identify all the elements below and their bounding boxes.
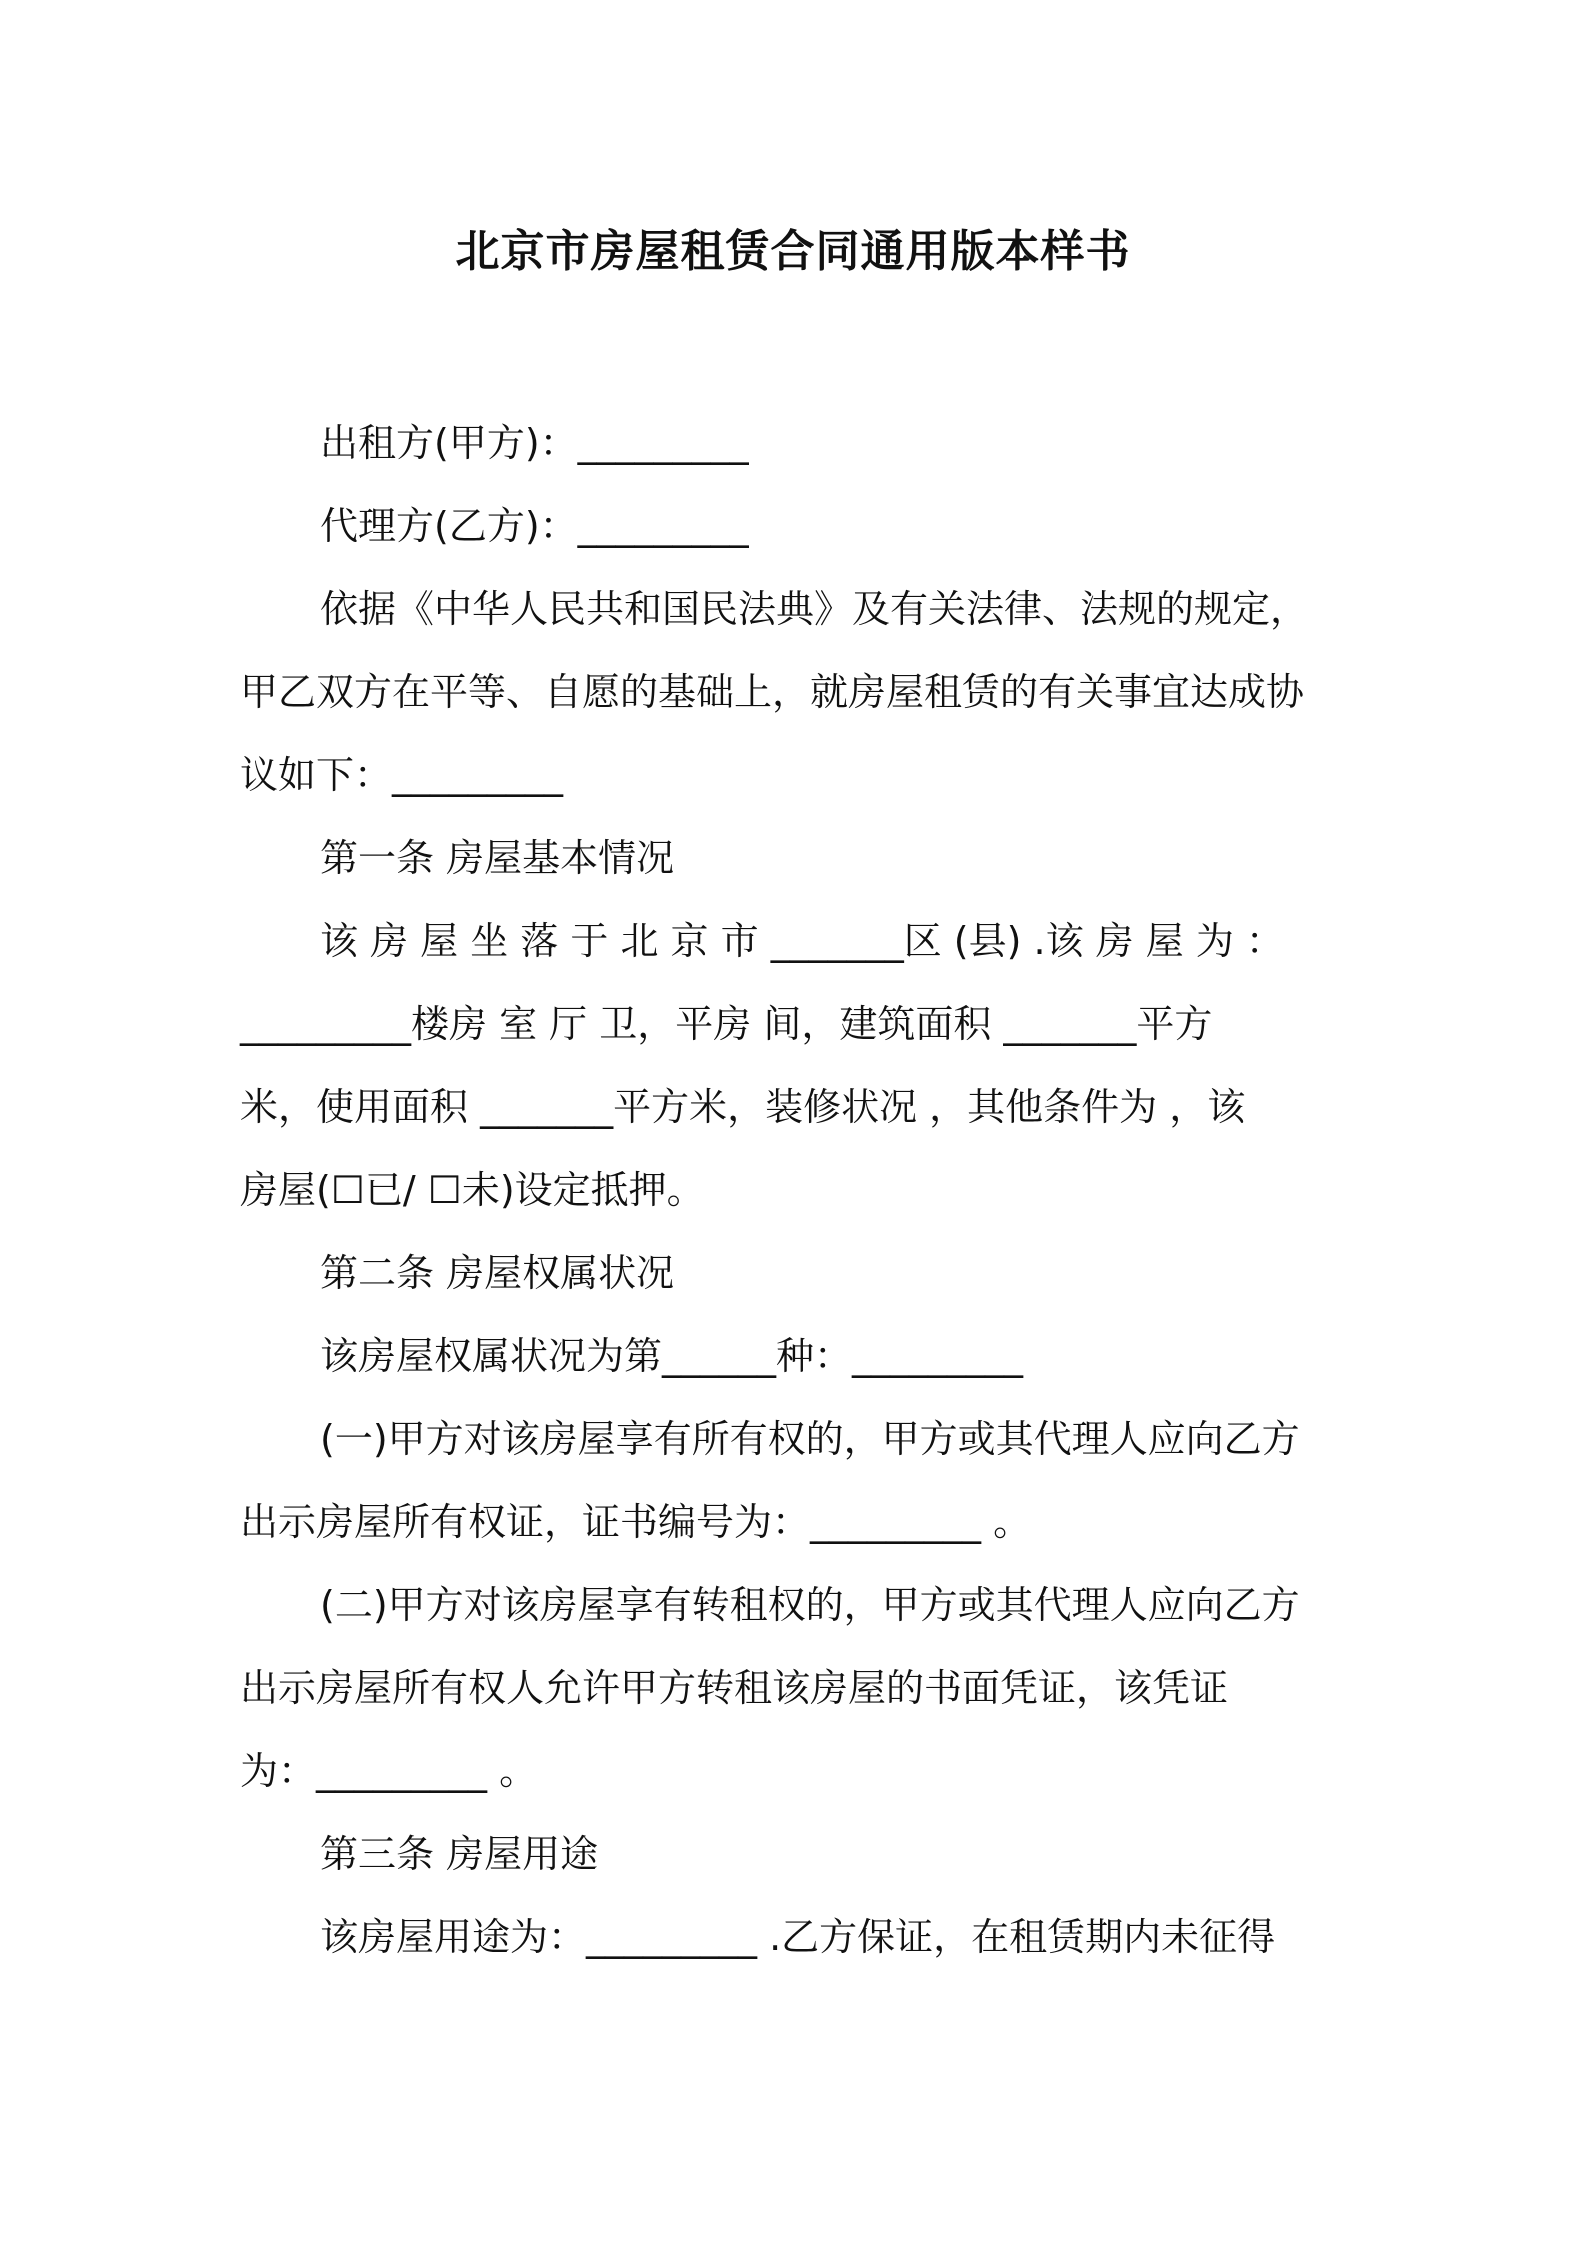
article-2-item-2-line-2: 出示房屋所有权人允许甲方转租该房屋的书面凭证，该凭证 [240,1666,1229,1710]
article-3-line-1: 该房屋用途为：_________ .乙方保证，在租赁期内未征得 [320,1915,1276,1959]
document-title: 北京市房屋租赁合同通用版本样书 [455,226,1131,277]
article-1-line-2: _________楼房 室 厅 卫，平房 间，建筑面积 _______平方 [240,1002,1213,1046]
preamble-line-2: 甲乙双方在平等、自愿的基础上，就房屋租赁的有关事宜达成协 [240,670,1305,714]
article-1-heading: 第一条 房屋基本情况 [320,836,675,880]
article-1-line-4: 房屋(☐已/ ☐未)设定抵押。 [240,1168,705,1212]
agent-line: 代理方(乙方)：_________ [320,504,749,548]
article-2-item-1-line-2: 出示房屋所有权证，证书编号为：_________ 。 [240,1500,1032,1544]
article-2-heading: 第二条 房屋权属状况 [320,1251,675,1295]
article-1-line-1: 该 房 屋 坐 落 于 北 京 市 _______区 (县) .该 房 屋 为 ： [320,919,1284,963]
article-2-item-1-line-1: (一)甲方对该房屋享有所有权的，甲方或其代理人应向乙方 [320,1417,1300,1461]
article-2-item-2-line-1: (二)甲方对该房屋享有转租权的，甲方或其代理人应向乙方 [320,1583,1300,1627]
document-body [240,402,1350,1979]
preamble-line-3: 议如下：_________ [240,753,564,797]
preamble-line-1: 依据《中华人民共和国民法典》及有关法律、法规的规定， [320,587,1309,631]
article-3-heading: 第三条 房屋用途 [320,1832,599,1876]
article-2-item-2-line-3: 为：_________ 。 [240,1749,538,1793]
article-2-line-1: 该房屋权属状况为第______种：_________ [320,1334,1024,1378]
lessor-line: 出租方(甲方)：_________ [320,421,749,465]
article-1-line-3: 米，使用面积 _______平方米，装修状况 ，其他条件为 ，该 [240,1085,1246,1129]
